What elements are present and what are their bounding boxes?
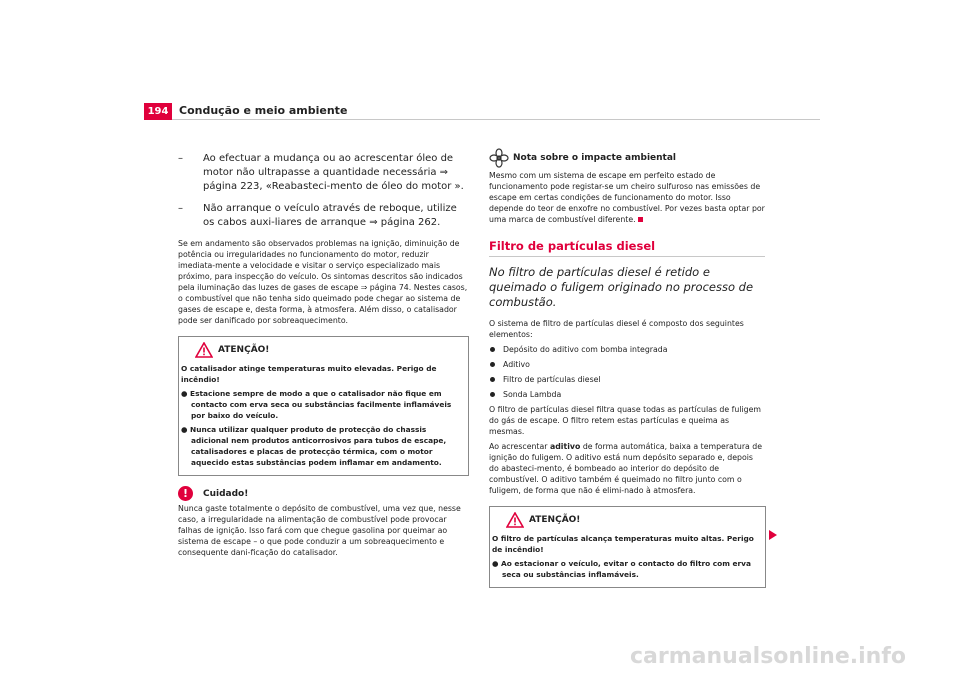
warning-triangle-icon — [195, 342, 213, 358]
warning-box-catalyst — [178, 336, 469, 476]
warning-triangle-icon — [506, 512, 524, 528]
caution-header — [178, 486, 468, 501]
warning-title: ATENÇÃO! — [529, 515, 581, 525]
left-column — [178, 152, 468, 562]
warning-box-filter — [489, 506, 766, 588]
watermark: carmanualsonline.info — [630, 644, 906, 669]
list-item: Filtro de partículas diesel — [489, 374, 765, 385]
warning-body — [179, 363, 468, 468]
section-title: Filtro de partículas diesel — [489, 239, 765, 257]
warning-bullet: ● Ao estacionar o veículo, evitar o contacto do filtro com erva seca ou substâncias inflamáveis. — [492, 559, 751, 579]
right-column — [489, 152, 765, 588]
caution-text: Nunca gaste totalmente o depósito de combustível, uma vez que, nesse caso, a irregularidade na alimentação de combustível pode provocar falhas de ignição. Isso fará com que chegue gasolina por queimar ao sistema de escape – o que pode conduzir a um sobreaquecimento e consequente dani-ficação do catalisador. — [178, 504, 461, 557]
warning-body — [490, 533, 765, 580]
end-marker — [638, 217, 643, 222]
warning-lead: O catalisador atinge temperaturas muito elevadas. Perigo de incêndio! — [181, 364, 437, 384]
list-item: Sonda Lambda — [489, 389, 765, 400]
caution-icon: ! — [178, 486, 193, 501]
warning-lead: O filtro de partículas alcança temperaturas muito altas. Perigo de incêndio! — [492, 534, 754, 554]
header-rule — [172, 119, 820, 120]
page-number: 194 — [147, 106, 169, 117]
env-note-title: Nota sobre o impacte ambiental — [513, 153, 677, 163]
section-subtitle: No filtro de partículas diesel é retido e queimado o fuligem originado no processo de combustão. — [489, 265, 754, 309]
warning-title: ATENÇÃO! — [218, 345, 270, 355]
page-number-tab — [144, 103, 172, 120]
caution-title: Cuidado! — [203, 488, 249, 499]
list-item: Depósito do aditivo com bomba integrada — [489, 344, 765, 355]
warning-header — [490, 507, 765, 533]
env-note-text: Mesmo com um sistema de escape em perfeito estado de funcionamento pode registar-se um cheiro sulfuroso nas emissões de escape em certas condições de funcionamento do motor. Isso depende do teor de enxofre no combustível. Por vezes basta optar por uma marca de combustível diferente. — [489, 171, 765, 224]
flower-environment-icon — [489, 148, 509, 168]
env-note-header — [489, 148, 765, 168]
section-body — [489, 318, 765, 496]
intro-text: O sistema de filtro de partículas diesel é composto dos seguintes elementos: — [489, 319, 744, 339]
page-title: Condução e meio ambiente — [179, 104, 348, 117]
warning-header — [179, 337, 468, 363]
dash-item: – Não arranque o veículo através de reboque, utilize os cabos auxi-liares de arranque ⇒ página 262. — [178, 203, 457, 228]
list-item: Aditivo — [489, 359, 765, 370]
dash-item-text: Ao efectuar a mudança ou ao acrescentar óleo de motor não ultrapasse a quantidade necessária ⇒ página 223, «Reabasteci-mento de óleo do motor ». — [203, 153, 464, 192]
dash-item-text: Não arranque o veículo através de reboque, utilize os cabos auxi-liares de arranque ⇒ página 262. — [203, 203, 457, 228]
paragraph-filter: O filtro de partículas diesel filtra quase todas as partículas de fuligem do gás de escape. O filtro retem estas partículas e queima as mesmas. — [489, 405, 762, 436]
warning-bullet: ● Nunca utilizar qualquer produto de protecção do chassis adicional nem produtos anticorrosivos para tubos de escape, catalisadores e placas de protecção térmica, com o motor aquecido estas substâncias podem inflamar em andamento. — [181, 425, 447, 467]
paragraph-additive: Ao acrescentar aditivo de forma automática, baixa a temperatura de ignição do fuligem. O aditivo está num depósito separado e, depois do abasteci-mento, é bombeado ao interior do depósito de combustível. O aditivo também é queimado no filtro junto com o fuligem, de forma que não é elimi-nado à atmosfera. — [489, 442, 763, 495]
warning-bullet: ● Estacione sempre de modo a que o catalisador não fique em contacto com erva seca ou substâncias facilmente inflamáveis por baixo do veículo. — [181, 389, 452, 420]
body-paragraph: Se em andamento são observados problemas na ignição, diminuição de potência ou irregularidades no funcionamento do motor, reduzir imediata-mente a velocidade e visitar o serviço especializado mais próximo, para inspecção do veículo. Os sintomas descritos são indicados pela iluminação das luzes de gases de escape ⇒ página 74. Nestes casos, o combustível que não tenha sido queimado pode chegar ao sistema de gases de escape e, desta forma, à atmosfera. Além disso, o catalisador pode ser danificado por sobreaquecimento. — [178, 239, 468, 325]
continue-arrow-icon — [769, 530, 777, 540]
dash-item: – Ao efectuar a mudança ou ao acrescentar óleo de motor não ultrapasse a quantidade necessária ⇒ página 223, «Reabasteci-mento de óleo do motor ». — [178, 153, 464, 192]
